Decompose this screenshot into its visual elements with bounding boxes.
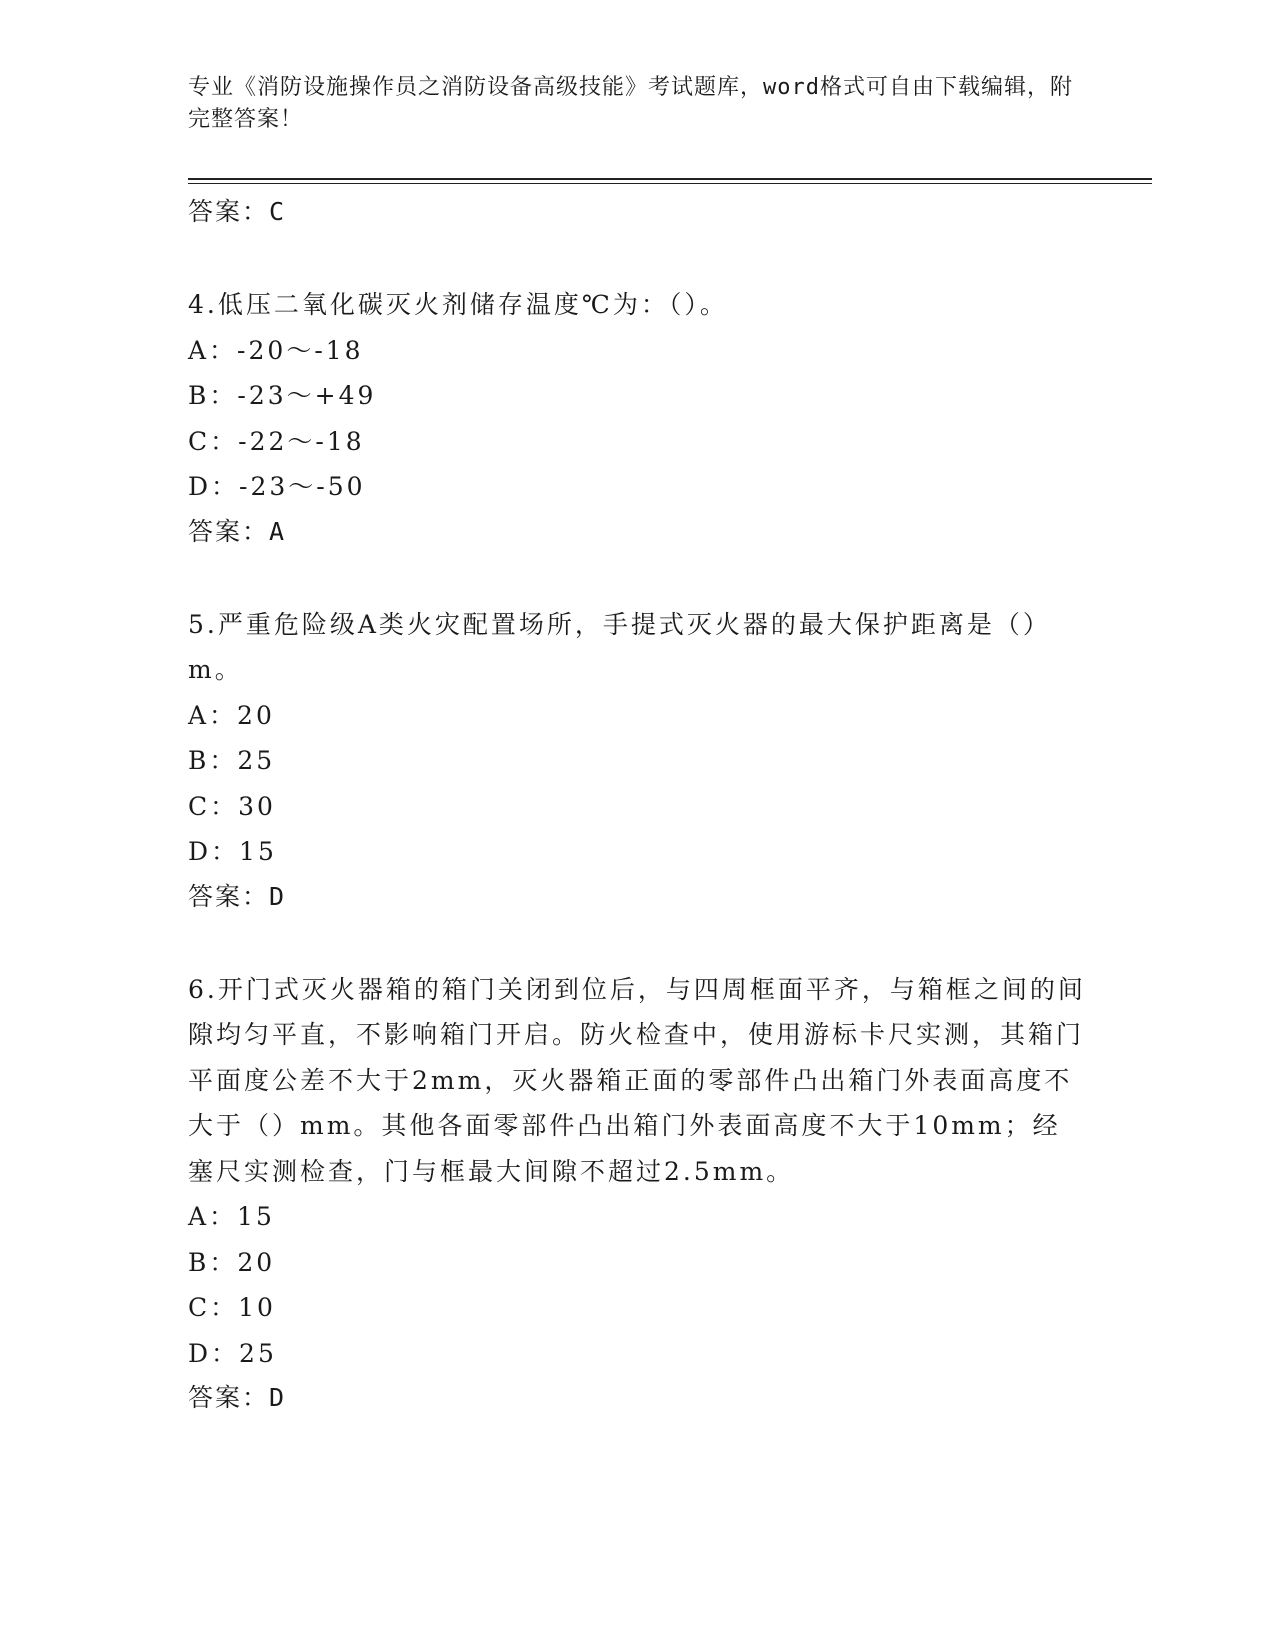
question-list [188, 190, 1088, 1420]
question-text: 5.严重危险级A类火灾配置场所，手提式灭火器的最大保护距离是（）m。 [188, 609, 1051, 684]
option-c: C：30 [188, 791, 276, 821]
question-block [188, 602, 1088, 919]
header-divider-thick [188, 178, 1152, 180]
answer-line: 答案：C [188, 197, 287, 226]
answer-line: 答案：D [188, 1383, 287, 1412]
option-a: A：-20～-18 [188, 335, 364, 365]
option-d: D：15 [188, 837, 277, 866]
option-d: D：25 [188, 1338, 277, 1368]
answer-line: 答案：A [188, 516, 287, 546]
page-header-text: 专业《消防设施操作员之消防设备高级技能》考试题库，word格式可自由下载编辑，附完整答案！ [188, 75, 1073, 132]
option-b: B：-23～+49 [188, 381, 377, 410]
option-b: B：25 [188, 746, 276, 775]
option-c: C：-22～-18 [188, 426, 365, 456]
header-divider-thin [188, 183, 1152, 184]
question-block [188, 967, 1088, 1421]
question-block [188, 282, 1088, 554]
spacer [188, 554, 1088, 602]
question-text: 4.低压二氧化碳灭火剂储存温度℃为：（）。 [188, 290, 728, 319]
option-c: C：10 [188, 1293, 276, 1322]
option-b: B：20 [188, 1247, 276, 1277]
option-d: D：-23～-50 [188, 472, 366, 501]
spacer [188, 234, 1088, 282]
option-a: A：20 [188, 700, 275, 730]
spacer [188, 919, 1088, 967]
question-text: 6.开门式灭火器箱的箱门关闭到位后，与四周框面平齐，与箱框之间的间隙均匀平直，不影响箱门开启。防火检查中，使用游标卡尺实测，其箱门平面度公差不大于2mm，灭火器箱正面的零部件凸出箱门外表面高度不大于（）mm。其他各面零部件凸出箱门外表面高度不大于10mm；经塞尺实测检查，门与框最大间隙不超过2.5mm。 [188, 974, 1086, 1186]
option-a: A：15 [188, 1202, 275, 1231]
answer-line: 答案：D [188, 881, 287, 911]
